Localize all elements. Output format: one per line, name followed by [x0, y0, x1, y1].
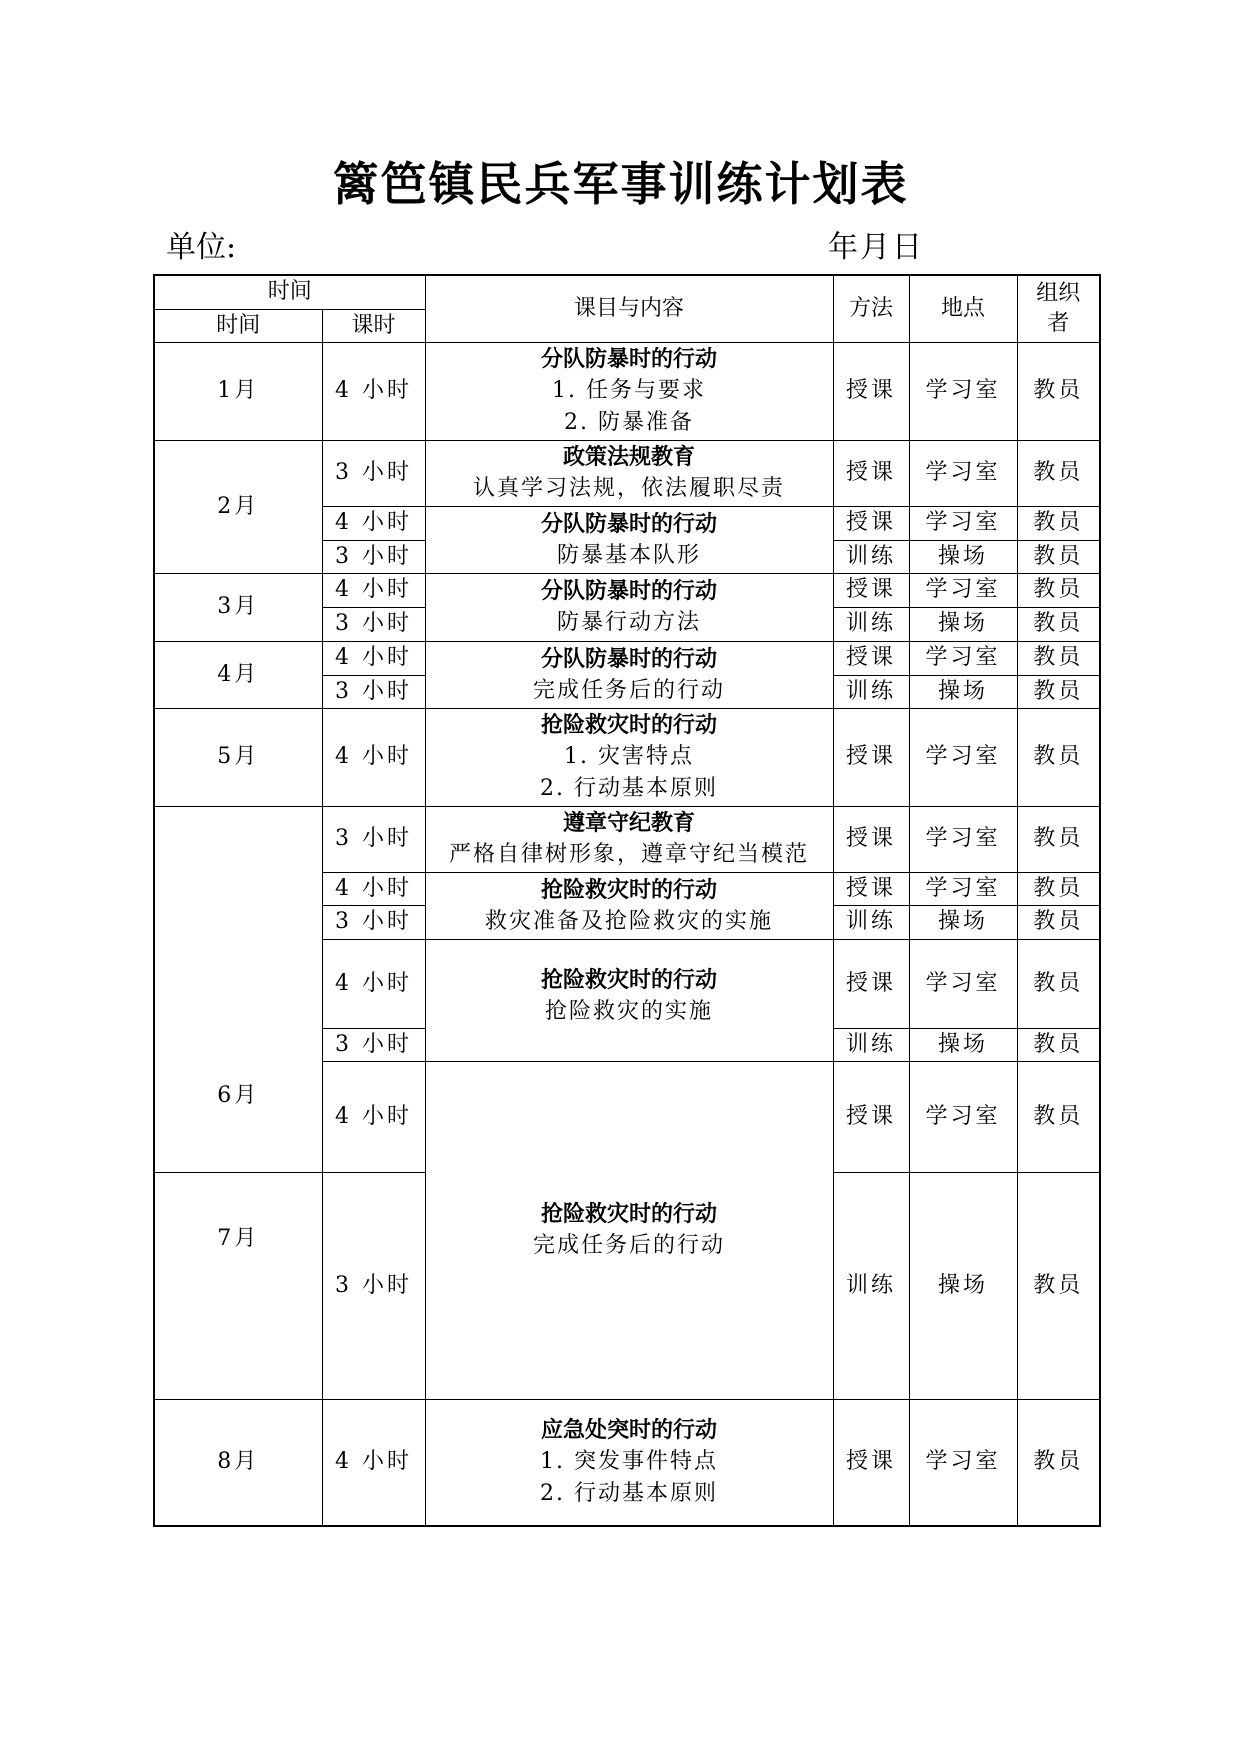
subject-title: 抢险救灾时的行动 — [541, 712, 718, 738]
hours-cell: 3 小时 — [322, 905, 425, 939]
content-line: 严格自律树形象，遵章守纪当模范 — [449, 842, 810, 867]
content-cell — [425, 641, 833, 708]
subject-title: 抢险救灾时的行动 — [541, 1201, 718, 1227]
page-title: 篱笆镇民兵军事训练计划表 — [332, 157, 909, 211]
place-cell: 学习室 — [909, 440, 1017, 506]
month-cell: 1月 — [154, 342, 322, 440]
content-line: 完成任务后的行动 — [533, 677, 726, 703]
content-line: 2. 防暴准备 — [564, 410, 694, 435]
subject-title: 应急处突时的行动 — [541, 1417, 718, 1444]
hours-cell: 4 小时 — [322, 1061, 425, 1172]
subject-title: 分队防暴时的行动 — [541, 346, 718, 372]
table-row — [154, 708, 1100, 806]
method-cell: 训练 — [833, 1028, 909, 1061]
place-cell: 操场 — [909, 607, 1017, 641]
content-cell — [425, 1061, 833, 1399]
organizer-cell: 教员 — [1017, 1028, 1100, 1061]
method-cell: 授课 — [833, 872, 909, 905]
content-line: 认真学习法规，依法履职尽责 — [473, 476, 786, 501]
method-cell: 授课 — [833, 806, 909, 872]
method-cell: 训练 — [833, 607, 909, 641]
content-line: 2. 行动基本原则 — [540, 1481, 718, 1507]
organizer-cell: 教员 — [1017, 806, 1100, 872]
place-cell: 操场 — [909, 1172, 1017, 1399]
content-cell — [425, 440, 833, 506]
place-cell: 学习室 — [909, 1399, 1017, 1526]
organizer-cell: 教员 — [1017, 675, 1100, 708]
content-cell — [425, 872, 833, 939]
content-line: 防暴行动方法 — [557, 610, 702, 635]
method-cell: 授课 — [833, 506, 909, 540]
header-row — [154, 275, 1100, 309]
content-cell — [425, 342, 833, 440]
month-cell: 4月 — [154, 641, 322, 708]
header-time-group: 时间 — [154, 275, 425, 309]
header-hours: 课时 — [322, 309, 425, 342]
method-cell: 授课 — [833, 939, 909, 1028]
hours-cell: 4 小时 — [322, 1399, 425, 1526]
place-cell: 操场 — [909, 540, 1017, 573]
month-cell: 5月 — [154, 708, 322, 806]
date-label: 年月日 — [828, 230, 924, 265]
place-cell: 学习室 — [909, 1061, 1017, 1172]
hours-cell: 4 小时 — [322, 708, 425, 806]
content-line: 救灾准备及抢险救灾的实施 — [485, 908, 774, 934]
hours-cell: 3 小时 — [322, 675, 425, 708]
method-cell: 授课 — [833, 641, 909, 675]
hours-cell: 4 小时 — [322, 872, 425, 905]
content-line: 完成任务后的行动 — [533, 1233, 726, 1258]
subject-title: 分队防暴时的行动 — [541, 510, 718, 537]
method-cell: 授课 — [833, 1399, 909, 1526]
organizer-cell: 教员 — [1017, 1172, 1100, 1399]
method-cell: 训练 — [833, 675, 909, 708]
organizer-cell: 教员 — [1017, 641, 1100, 675]
unit-label: 单位: — [166, 230, 237, 265]
table-row — [154, 806, 1100, 872]
month-cell: 7月 — [154, 1172, 322, 1399]
method-cell: 授课 — [833, 440, 909, 506]
organizer-cell: 教员 — [1017, 708, 1100, 806]
place-cell: 操场 — [909, 905, 1017, 939]
organizer-cell: 教员 — [1017, 607, 1100, 641]
hours-cell: 3 小时 — [322, 1028, 425, 1061]
method-cell: 授课 — [833, 342, 909, 440]
organizer-cell: 教员 — [1017, 872, 1100, 905]
place-cell: 学习室 — [909, 939, 1017, 1028]
subject-title: 分队防暴时的行动 — [541, 645, 718, 672]
organizer-cell: 教员 — [1017, 905, 1100, 939]
table-row — [154, 342, 1100, 440]
method-cell: 训练 — [833, 1172, 909, 1399]
header-organizer: 组织者 — [1017, 275, 1100, 342]
table-row — [154, 641, 1100, 675]
place-cell: 学习室 — [909, 872, 1017, 905]
subject-title: 政策法规教育 — [563, 444, 696, 470]
method-cell: 授课 — [833, 573, 909, 607]
content-line: 防暴基本队形 — [557, 542, 702, 568]
subject-title: 遵章守纪教育 — [563, 810, 696, 836]
content-cell — [425, 1399, 833, 1526]
organizer-cell: 教员 — [1017, 540, 1100, 573]
month-cell: 6月 — [154, 806, 322, 1172]
hours-cell: 4 小时 — [322, 342, 425, 440]
subject-title: 抢险救灾时的行动 — [541, 966, 718, 993]
table-row — [154, 573, 1100, 607]
hours-cell: 4 小时 — [322, 506, 425, 540]
content-cell — [425, 506, 833, 573]
table-row — [154, 1399, 1100, 1526]
training-plan-table — [153, 274, 1101, 1527]
hours-cell: 3 小时 — [322, 540, 425, 573]
place-cell: 学习室 — [909, 573, 1017, 607]
month-cell: 3月 — [154, 573, 322, 641]
organizer-cell: 教员 — [1017, 573, 1100, 607]
header-content: 课目与内容 — [425, 275, 833, 342]
method-cell: 训练 — [833, 540, 909, 573]
subject-title: 抢险救灾时的行动 — [541, 876, 718, 903]
method-cell: 训练 — [833, 905, 909, 939]
place-cell: 操场 — [909, 675, 1017, 708]
header-place: 地点 — [909, 275, 1017, 342]
month-cell: 8月 — [154, 1399, 322, 1526]
hours-cell: 4 小时 — [322, 939, 425, 1028]
organizer-cell: 教员 — [1017, 342, 1100, 440]
hours-cell: 4 小时 — [322, 573, 425, 607]
place-cell: 学习室 — [909, 342, 1017, 440]
content-line: 1. 灾害特点 — [564, 744, 694, 769]
organizer-cell: 教员 — [1017, 506, 1100, 540]
table-row — [154, 440, 1100, 506]
content-line: 2. 行动基本原则 — [540, 776, 718, 801]
content-cell — [425, 806, 833, 872]
organizer-cell: 教员 — [1017, 440, 1100, 506]
method-cell: 授课 — [833, 708, 909, 806]
place-cell: 操场 — [909, 1028, 1017, 1061]
organizer-cell: 教员 — [1017, 939, 1100, 1028]
content-cell — [425, 573, 833, 641]
subject-title: 分队防暴时的行动 — [541, 578, 718, 604]
hours-cell: 3 小时 — [322, 1172, 425, 1399]
content-cell — [425, 708, 833, 806]
month-cell: 2月 — [154, 440, 322, 573]
content-line: 1. 任务与要求 — [552, 378, 706, 403]
hours-cell: 3 小时 — [322, 607, 425, 641]
hours-cell: 4 小时 — [322, 641, 425, 675]
place-cell: 学习室 — [909, 506, 1017, 540]
place-cell: 学习室 — [909, 641, 1017, 675]
place-cell: 学习室 — [909, 708, 1017, 806]
hours-cell: 3 小时 — [322, 806, 425, 872]
organizer-cell: 教员 — [1017, 1399, 1100, 1526]
header-time: 时间 — [154, 309, 322, 342]
content-cell — [425, 939, 833, 1061]
method-cell: 授课 — [833, 1061, 909, 1172]
hours-cell: 3 小时 — [322, 440, 425, 506]
place-cell: 学习室 — [909, 806, 1017, 872]
header-method: 方法 — [833, 275, 909, 342]
content-line: 1. 突发事件特点 — [540, 1449, 718, 1475]
organizer-cell: 教员 — [1017, 1061, 1100, 1172]
content-line: 抢险救灾的实施 — [545, 998, 714, 1024]
